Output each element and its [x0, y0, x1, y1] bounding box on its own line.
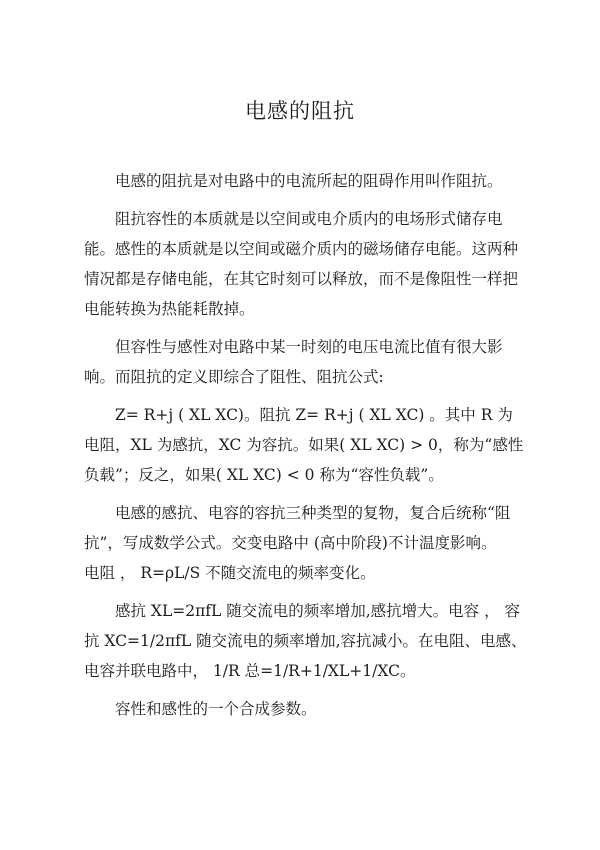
paragraph-line: 能。感性的本质就是以空间或磁介质内的磁场储存电能。这两种: [84, 240, 519, 258]
paragraph-line: 容性和感性的一个合成参数。: [115, 700, 317, 718]
paragraph-line: Z= R+j ( XL XC)。阻抗 Z= R+j ( XL XC) 。其中 R 为: [115, 406, 513, 424]
paragraph-line: 电感的感抗、电容的容抗三种类型的复物，复合后统称“阻: [115, 504, 511, 522]
paragraph-4: [84, 400, 534, 490]
paragraph-line: 电能转换为热能耗散掉。: [84, 300, 255, 318]
paragraph-3: [84, 332, 534, 392]
paragraph-line: 情况都是存储电能，在其它时刻可以释放，而不是像阻性一样把: [84, 270, 519, 288]
document-body: [84, 166, 534, 724]
paragraph-line: 电感的阻抗是对电路中的电流所起的阻碍作用叫作阻抗。: [115, 172, 503, 190]
document-title: 电感的阻抗: [245, 99, 355, 123]
paragraph-1: [84, 166, 534, 196]
paragraph-5: [84, 498, 534, 588]
paragraph-line: 但容性与感性对电路中某一时刻的电压电流比值有很大影: [115, 338, 503, 356]
paragraph-2: [84, 204, 534, 324]
paragraph-line: 电阻，XL 为感抗，XC 为容抗。如果( XL XC) > 0，称为“感性: [84, 436, 524, 454]
paragraph-7: [84, 694, 534, 724]
paragraph-line: 电容并联电路中， 1/R 总=1/R+1/XL+1/XC。: [84, 662, 416, 680]
paragraph-line: 电阻 ， R=ρL/S 不随交流电的频率变化。: [84, 564, 376, 582]
paragraph-line: 抗 XC=1/2πfL 随交流电的频率增加,容抗减小。在电阻、电感、: [84, 632, 527, 650]
paragraph-line: 负载”；反之，如果( XL XC) < 0 称为“容性负载”。: [84, 466, 444, 484]
paragraph-line: 感抗 XL=2πfL 随交流电的频率增加,感抗增大。电容 ， 容: [115, 602, 521, 620]
paragraph-line: 阻抗容性的本质就是以空间或电介质内的电场形式储存电: [115, 210, 503, 228]
paragraph-line: 响。而阻抗的定义即综合了阻性、阻抗公式:: [84, 368, 384, 386]
paragraph-line: 抗”，写成数学公式。交变电路中 (高中阶段)不计温度影响。: [84, 534, 497, 552]
paragraph-6: [84, 596, 534, 686]
